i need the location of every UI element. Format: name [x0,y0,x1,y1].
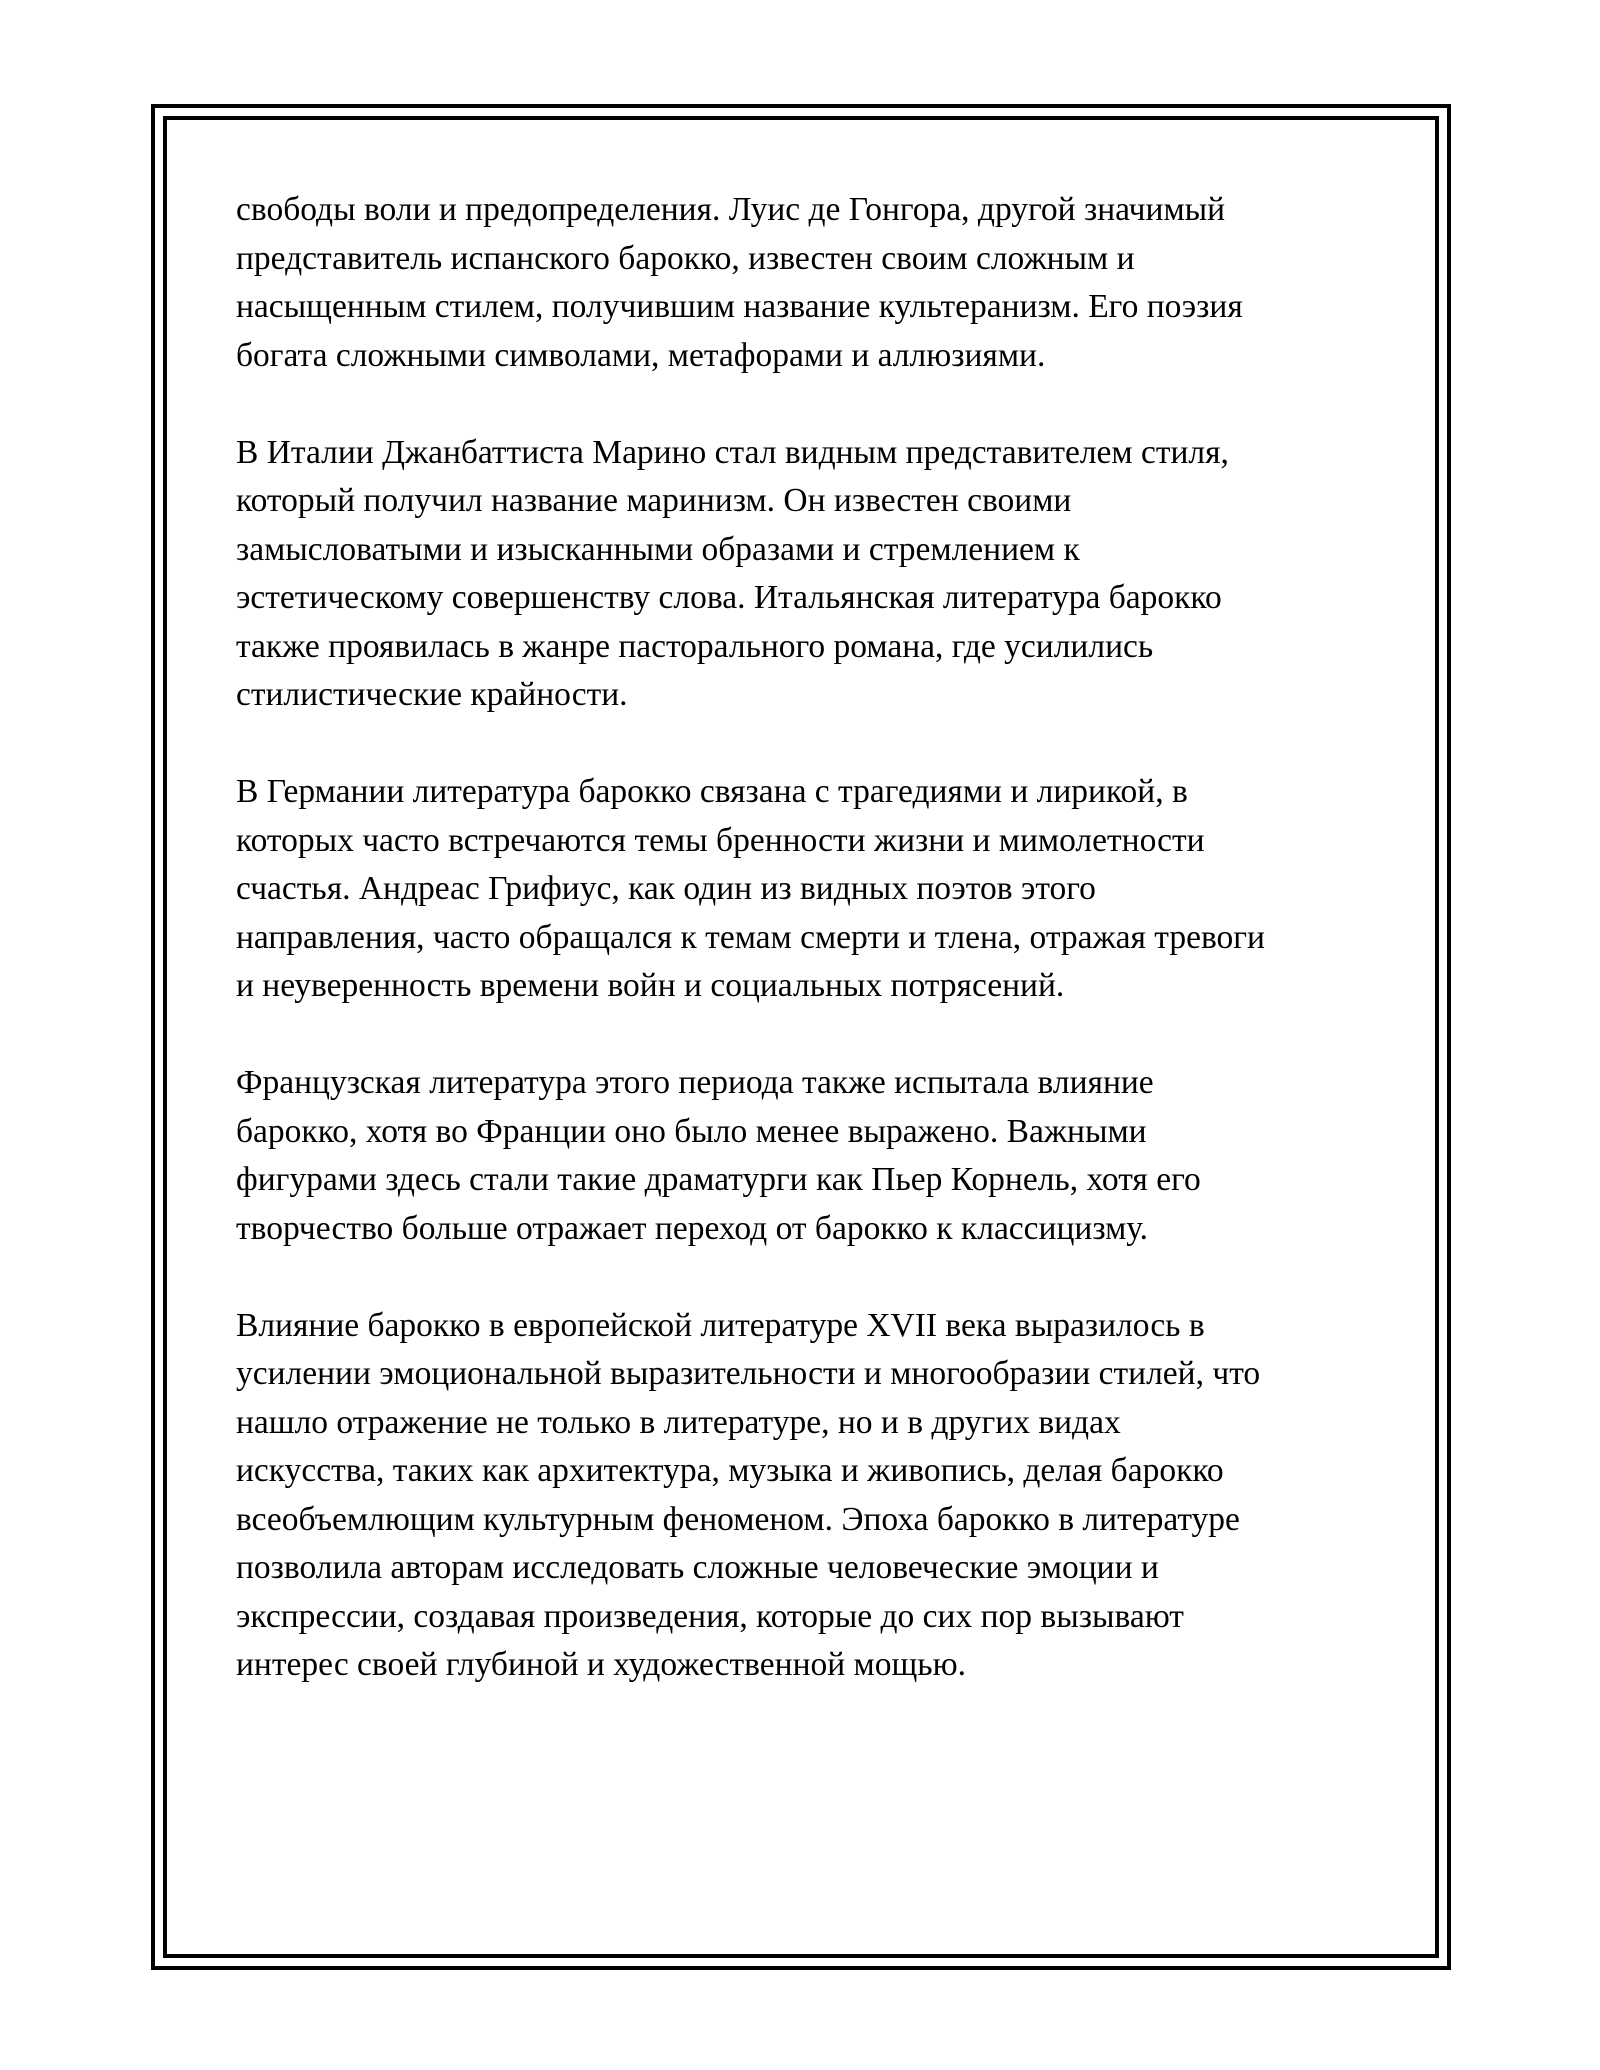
document-body [236,186,1396,1738]
paragraph-3: В Германии литература барокко связана с трагедиями и лирикой, в которых часто встречаются темы бренности жизни и мимолетности счастья. Андреас Грифиус, как один из видных поэтов этого направления, часто обращался к темам смерти и тлена, отражая тревоги и неуверенность времени войн и социальных потрясений. [236,773,1265,1004]
paragraph-5: Влияние барокко в европейской литературе XVII века выразилось в усилении эмоциональной выразительности и многообразии стилей, что нашло отражение не только в литературе, но и в других видах искусства, таких как архитектура, музыка и живопись, делая барокко всеобъемлющим культурным феноменом. Эпоха барокко в литературе позволила авторам исследовать сложные человеческие эмоции и экспрессии, создавая произведения, которые до сих пор вызывают интерес своей глубиной и художественной мощью. [236,1306,1261,1683]
paragraph-2: В Италии Джанбаттиста Марино стал видным представителем стиля, который получил название маринизм. Он известен своими замысловатыми и изысканными образами и стремлением к эстетическому совершенству слова. Итальянская литература барокко также проявилась в жанре пасторального романа, где усилились стилистические крайности. [236,433,1229,713]
paragraph-4: Французская литература этого периода также испытала влияние барокко, хотя во Франции оно было менее выражено. Важными фигурами здесь стали такие драматурги как Пьер Корнель, хотя его творчество больше отражает переход от барокко к классицизму. [236,1064,1201,1247]
paragraph-1: свободы воли и предопределения. Луис де Гонгора, другой значимый представитель испанского барокко, известен своим сложным и насыщенным стилем, получившим название культеранизм. Его поэзия богата сложными символами, метафорами и аллюзиями. [236,191,1243,374]
